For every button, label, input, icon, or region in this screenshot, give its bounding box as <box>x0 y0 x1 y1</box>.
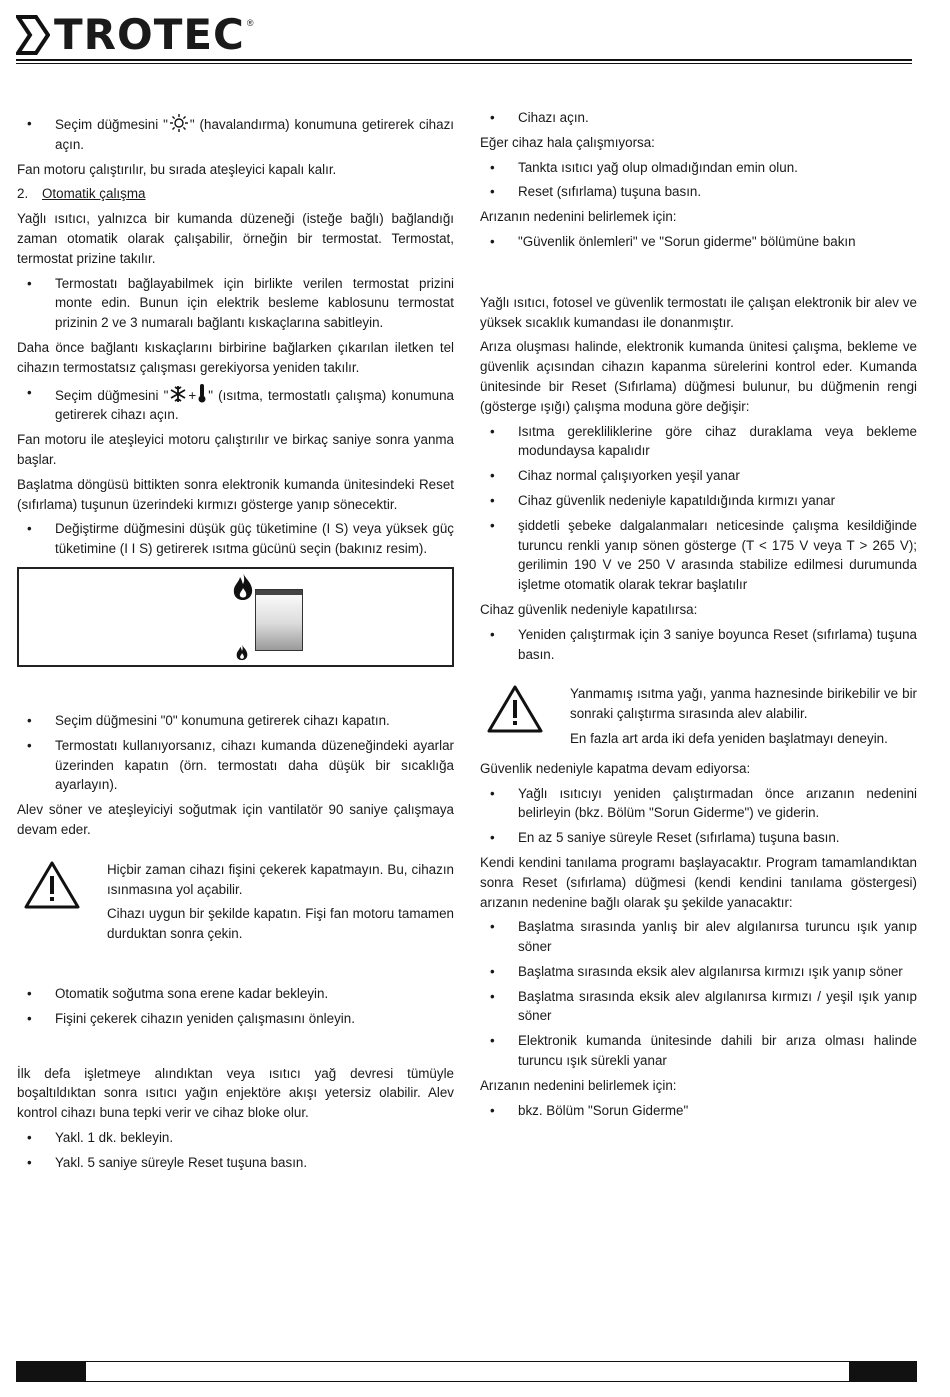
footer-block-left <box>16 1361 86 1382</box>
warning-text: Cihazı uygun bir şekilde kapatın. Fişi fan motoru tamamen durduktan sonra çekin. <box>107 906 454 942</box>
warning-triangle-icon <box>486 684 544 734</box>
paragraph: Yağlı ısıtıcı, yalnızca bir kumanda düzeneği (isteğe bağlı) bağlandığı zaman otomatik olarak çalışabilir, örneğin bir termostat. Termostat, termostat prizine takılır. <box>17 211 454 266</box>
list-item: • Başlatma sırasında eksik alev algılanırsa kırmızı / yeşil ışık yanıp söner <box>480 987 917 1027</box>
brand-logo <box>16 10 254 59</box>
list-item: • Seçim düğmesini " " (havalandırma) konumuna getirerek cihazı açın. <box>17 114 454 155</box>
list-item: • Fişini çekerek cihazın yeniden çalışmasını önleyin. <box>17 1009 454 1029</box>
paragraph: Kendi kendini tanılama programı başlayacaktır. Program tamamlandıktan sonra Reset (sıfırlama) düğmesi (kendi kendini tanılama göstergesi) arızanın nedenine bağlı olarak şu şekilde yanacaktır: <box>480 854 917 910</box>
list-item: • şiddetli şebeke dalgalanmaları neticesinde çalışma kesildiğinde turuncu renkli yanıp sönen gösterge (T < 175 V veya T > 265 V); gerilimin 190 V ve 250 V arasında stabilize edilmesi durumunda işletme otomatik olarak tekrar başlatılır <box>480 516 917 595</box>
list-item: • Termostatı kullanıyorsanız, cihazı kumanda düzeneğindeki ayarlar üzerinden kapatın (örn. termostatı daha düşük bir sıcaklığa ayarlayın). <box>17 736 454 795</box>
trotec-logo-icon <box>16 15 50 55</box>
list-item: • Cihazı açın. <box>480 108 917 128</box>
registered-mark: ® <box>246 18 254 28</box>
header-rule-thin <box>16 63 912 64</box>
warning-text: Hiçbir zaman cihazı fişini çekerek kapatmayın. Bu, cihazın ısınmasına yol açabilir. <box>107 861 454 897</box>
footer-rule <box>86 1361 849 1362</box>
thermometer-icon <box>196 383 208 403</box>
warning-triangle-icon <box>23 860 81 910</box>
list-item: • Isıtma gerekliliklerine göre cihaz duraklama veya bekleme modundaysa kapalıdır <box>480 422 917 462</box>
list-item: • Otomatik soğutma sona erene kadar bekleyin. <box>17 984 454 1004</box>
list-item: • Başlatma sırasında yanlış bir alev algılanırsa turuncu ışık yanıp söner <box>480 917 917 957</box>
list-item: • bkz. Bölüm "Sorun Giderme" <box>480 1101 917 1121</box>
paragraph: Arızanın nedenini belirlemek için: <box>480 1077 677 1093</box>
page-footer <box>16 1361 917 1383</box>
numbered-heading: 2. Otomatik çalışma <box>17 186 146 202</box>
paragraph: Başlatma döngüsü bittikten sonra elektronik kumanda ünitesindeki Reset (sıfırlama) tuşunun üzerindeki kırmızı gösterge yanıp sönecektir. <box>17 476 454 512</box>
list-item: • Elektronik kumanda ünitesinde dahili bir arıza olması halinde turuncu ışık sürekli yanar <box>480 1031 917 1071</box>
header-rule <box>16 59 912 61</box>
list-item: • En az 5 saniye süreyle Reset (sıfırlama) tuşuna basın. <box>480 828 917 848</box>
list-item: • Yeniden çalıştırmak için 3 saniye boyunca Reset (sıfırlama) tuşuna basın. <box>480 625 917 665</box>
paragraph: Arıza oluşması halinde, elektronik kumanda ünitesi çalışma, bekleme ve güvenlik açısından cihazın kapanma sürelerini kontrol eder. Kumanda ünitesinde bir Reset (Sıfırlama) düğmesi bulunur, bu düğmenin rengi (gösterge ışığı) çalışma moduna göre değişir: <box>480 339 917 414</box>
list-item: • Termostatı bağlayabilmek için birlikte verilen termostat prizini monte edin. Bunun için elektrik besleme kablosunu termostat prizinin 2 ve 3 numaralı bağlantı kıskaçlarına sabitleyin. <box>17 274 454 333</box>
power-switch-figure <box>17 567 454 667</box>
warning-box <box>480 684 917 748</box>
footer-rule <box>86 1381 849 1382</box>
paragraph: Güvenlik nedeniyle kapatma devam ediyorsa: <box>480 760 751 776</box>
sun-fan-icon <box>168 114 190 132</box>
list-item: • Seçim düğmesini "0" konumuna getirerek cihazı kapatın. <box>17 711 454 731</box>
list-item: • Başlatma sırasında eksik alev algılanırsa kırmızı ışık yanıp söner <box>480 962 917 982</box>
left-column <box>17 114 454 1177</box>
warning-text: Yanmamış ısıtma yağı, yanma haznesinde birikebilir ve bir sonraki çalıştırma sırasında alev alabilir. <box>570 686 917 722</box>
brand-name: TROTEC <box>54 10 245 59</box>
paragraph: Alev söner ve ateşleyiciyi soğutmak için vantilatör 90 saniye çalışmaya devam eder. <box>17 802 454 837</box>
list-item: • Seçim düğmesini " + " (ısıtma, termostatlı çalışma) konumuna getirerek cihazı açın. <box>17 383 454 426</box>
list-item: • Tankta ısıtıcı yağ olup olmadığından emin olun. <box>480 158 917 178</box>
paragraph: Daha önce bağlantı kıskaçlarını birbirine bağlarken çıkarılan iletken tel cihazın termostatsız çalışması gerekiyorsa yeniden takılır. <box>17 339 454 375</box>
snowflake-icon <box>168 385 188 403</box>
list-item: • Cihaz normal çalışıyorken yeşil yanar <box>480 466 917 486</box>
right-column <box>480 108 917 1125</box>
list-item: • Yakl. 5 saniye süreyle Reset tuşuna basın. <box>17 1153 454 1173</box>
list-item: • Cihaz güvenlik nedeniyle kapatıldığında kırmızı yanar <box>480 491 917 511</box>
paragraph: İlk defa işletmeye alındıktan veya ısıtıcı yağ devresi tümüyle boşaltıldıktan sonra ısıtıcı yağın enjektöre akışı yetersiz olabilir. Alev kontrol cihazı buna tepki verir ve cihaz bloke olur. <box>17 1065 454 1121</box>
footer-block-right <box>849 1361 917 1382</box>
list-item: • Yağlı ısıtıcıyı yeniden çalıştırmadan önce arızanın nedenini belirleyin (bkz. Bölüm "Sorun Giderme") ve giderin. <box>480 784 917 824</box>
paragraph: Cihaz güvenlik nedeniyle kapatılırsa: <box>480 601 698 617</box>
list-item: • Yakl. 1 dk. bekleyin. <box>17 1128 454 1148</box>
list-item: • Reset (sıfırlama) tuşuna basın. <box>480 182 917 202</box>
flame-icon <box>235 643 249 661</box>
paragraph: Fan motoru ile ateşleyici motoru çalıştırılır ve birkaç saniye sonra yanma başlar. <box>17 432 454 467</box>
paragraph: Yağlı ısıtıcı, fotosel ve güvenlik termostatı ile çalışan elektronik bir alev ve yüksek sıcaklık kumandası ile donanmıştır. <box>480 294 917 330</box>
warning-text: En fazla art arda iki defa yeniden başlatmayı deneyin. <box>570 730 888 746</box>
flame-icon <box>231 571 255 601</box>
paragraph: Arızanın nedenini belirlemek için: <box>480 209 677 225</box>
paragraph: Eğer cihaz hala çalışmıyorsa: <box>480 134 655 150</box>
warning-box <box>17 860 454 944</box>
power-level-switch <box>255 589 303 651</box>
list-item: • "Güvenlik önlemleri" ve "Sorun giderme" bölümüne bakın <box>480 232 917 252</box>
list-item: • Değiştirme düğmesini düşük güç tüketimine (I S) veya yüksek güç tüketimine (I I S) getirerek ısıtma gücünü seçin (bakınız resim). <box>17 519 454 559</box>
paragraph: Fan motoru çalıştırılır, bu sırada ateşleyici kapalı kalır. <box>17 161 337 177</box>
